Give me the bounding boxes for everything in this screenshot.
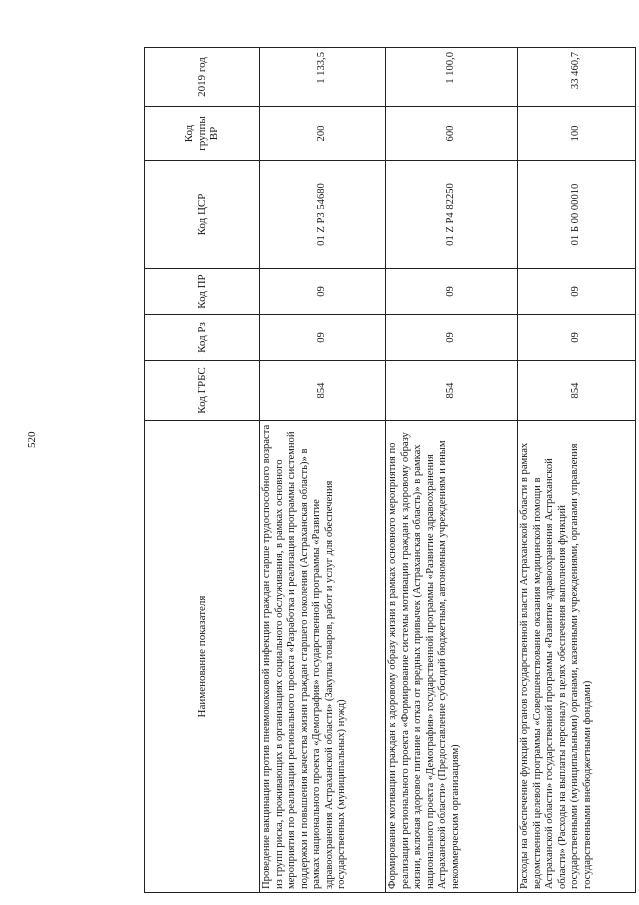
row-csr: 01 Z P3 54680 [260, 161, 386, 269]
row-year-value: 1 100,0 [386, 48, 518, 107]
row-name: Проведение вакцинации против пневмококковой инфекции граждан старше трудоспособного возраста из групп риска, проживающих в организациях социального обслуживания, в рамках основного мероприятия по реализации регионального проекта «Разработка и реализация программы системной поддержки и повышения качества жизни граждан старшего поколения (Астраханская область)» в рамках национального проекта «Демография» государственной программы «Развитие здравоохранения Астраханской области» (Закупка товаров, работ и услуг для обеспечения государственных (муниципальных) нужд) [260, 421, 386, 893]
table-row [518, 48, 636, 893]
header-pr: Код ПР [145, 269, 260, 315]
row-name: Формирование мотивации граждан к здоровому образу жизни в рамках основного мероприятия по реализации регионального проекта «Формирование системы мотивации граждан к здоровому образу жизни, включая здоровое питание и отказ от вредных привычек (Астраханская область)» в рамках национального проекта «Демография» государственной программы «Развитие здравоохранения Астраханской области» (Предоставление субсидий бюджетным, автономным учреждениям и иным некоммерческим организациям) [386, 421, 518, 893]
row-rz: 09 [260, 315, 386, 361]
row-year-value: 1 133,5 [260, 48, 386, 107]
page-number: 520 [26, 431, 38, 448]
row-year-value: 33 460,7 [518, 48, 636, 107]
row-vr: 600 [386, 107, 518, 161]
row-vr: 100 [518, 107, 636, 161]
row-grbs: 854 [386, 361, 518, 421]
header-vr: Код группы ВР [145, 107, 260, 161]
header-grbs: Код ГРБС [145, 361, 260, 421]
row-pr: 09 [518, 269, 636, 315]
row-vr: 200 [260, 107, 386, 161]
budget-table [144, 47, 636, 893]
row-rz: 09 [518, 315, 636, 361]
row-pr: 09 [386, 269, 518, 315]
table-row [386, 48, 518, 893]
row-csr: 01 Б 00 00010 [518, 161, 636, 269]
row-grbs: 854 [260, 361, 386, 421]
header-rz: Код Рз [145, 315, 260, 361]
row-csr: 01 Z P4 82250 [386, 161, 518, 269]
row-grbs: 854 [518, 361, 636, 421]
header-csr: Код ЦСР [145, 161, 260, 269]
row-name: Расходы на обеспечение функций органов государственной власти Астраханской области в рамках ведомственной целевой программы «Совершенствование оказания медицинской помощи в Астраханской области» государственной программы «Развитие здравоохранения Астраханской области» (Расходы на выплаты персоналу в целях обеспечения выполнения функций государственными (муниципальными) органами, казенными учреждениями, органами управления государственными внебюджетными фондами) [518, 421, 636, 893]
row-rz: 09 [386, 315, 518, 361]
header-year: 2019 год [145, 48, 260, 107]
header-name: Наименование показателя [145, 421, 260, 893]
row-pr: 09 [260, 269, 386, 315]
table-row [260, 48, 386, 893]
budget-table-container [144, 48, 593, 893]
table-header-row [145, 48, 260, 893]
